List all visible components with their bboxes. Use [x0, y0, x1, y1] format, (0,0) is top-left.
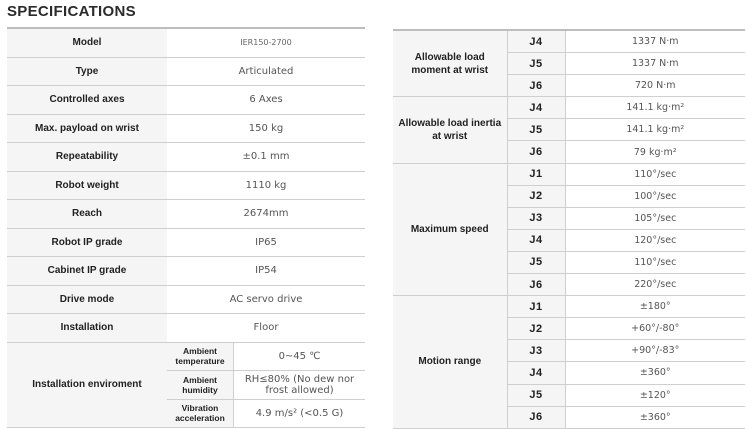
joint-value: +60°/-80° — [565, 318, 745, 340]
spec-value: 2674mm — [167, 200, 365, 229]
joint-value: 720 N·m — [565, 75, 745, 97]
spec-value: 1110 kg — [167, 171, 365, 200]
spec-value: IER150-2700 — [167, 28, 365, 57]
joint-value: ±180° — [565, 296, 745, 318]
right-spec-table — [393, 29, 745, 429]
spec-value: Articulated — [167, 57, 365, 86]
joint-value: 1337 N·m — [565, 53, 745, 75]
joint-value: 141.1 kg·m² — [565, 97, 745, 119]
joint-label: J1 — [507, 163, 565, 185]
spec-row — [7, 257, 365, 286]
spec-label: Drive mode — [7, 285, 167, 314]
joint-value: 100°/sec — [565, 185, 745, 207]
left-spec-table — [7, 27, 365, 428]
page-title: SPECIFICATIONS — [7, 3, 136, 20]
environment-row — [7, 342, 365, 371]
joint-row — [393, 296, 745, 318]
joint-row — [393, 163, 745, 185]
joint-label: J6 — [507, 274, 565, 296]
spec-label: Robot IP grade — [7, 228, 167, 257]
environment-cell — [167, 342, 365, 371]
joint-value: ±360° — [565, 406, 745, 428]
joint-label: J6 — [507, 406, 565, 428]
joint-label: J5 — [507, 119, 565, 141]
spec-value: ±0.1 mm — [167, 143, 365, 172]
environment-sub-label: Vibration acceleration — [167, 400, 234, 428]
joint-label: J3 — [507, 340, 565, 362]
spec-label: Model — [7, 28, 167, 57]
spec-label: Max. payload on wrist — [7, 114, 167, 143]
spec-label: Cabinet IP grade — [7, 257, 167, 286]
joint-value: ±120° — [565, 384, 745, 406]
spec-row — [7, 28, 365, 57]
group-label: Motion range — [393, 296, 507, 429]
joint-value: 1337 N·m — [565, 30, 745, 53]
spec-label: Installation — [7, 314, 167, 343]
joint-label: J4 — [507, 30, 565, 53]
joint-label: J2 — [507, 318, 565, 340]
environment-cell — [167, 399, 365, 428]
joint-label: J5 — [507, 251, 565, 273]
group-label: Maximum speed — [393, 163, 507, 296]
joint-value: 220°/sec — [565, 274, 745, 296]
spec-label: Robot weight — [7, 171, 167, 200]
spec-row — [7, 114, 365, 143]
joint-value: 141.1 kg·m² — [565, 119, 745, 141]
spec-row — [7, 57, 365, 86]
joint-label: J2 — [507, 185, 565, 207]
environment-value: 4.9 m/s² (<0.5 G) — [255, 407, 344, 419]
environment-value: 0~45 ℃ — [278, 350, 321, 362]
joint-value: 110°/sec — [565, 251, 745, 273]
spec-value: IP54 — [167, 257, 365, 286]
joint-label: J1 — [507, 296, 565, 318]
spec-row — [7, 171, 365, 200]
joint-value: +90°/-83° — [565, 340, 745, 362]
spec-value: AC servo drive — [167, 285, 365, 314]
spec-row — [7, 314, 365, 343]
spec-value: IP65 — [167, 228, 365, 257]
spec-row — [7, 200, 365, 229]
spec-row — [7, 285, 365, 314]
spec-label: Type — [7, 57, 167, 86]
joint-value: 110°/sec — [565, 163, 745, 185]
joint-label: J3 — [507, 207, 565, 229]
joint-label: J5 — [507, 53, 565, 75]
spec-value: 150 kg — [167, 114, 365, 143]
group-label: Allowable load inertia at wrist — [393, 97, 507, 163]
joint-label: J6 — [507, 75, 565, 97]
spec-row — [7, 228, 365, 257]
group-label: Allowable load moment at wrist — [393, 30, 507, 97]
joint-value: 105°/sec — [565, 207, 745, 229]
environment-sub-label: Ambient humidity — [167, 371, 234, 399]
joint-label: J4 — [507, 97, 565, 119]
spec-row — [7, 86, 365, 115]
spec-value: Floor — [167, 314, 365, 343]
environment-group-label: Installation enviroment — [7, 342, 167, 428]
joint-value: 120°/sec — [565, 229, 745, 251]
joint-row — [393, 97, 745, 119]
joint-value: 79 kg·m² — [565, 141, 745, 163]
environment-sub-label: Ambient temperature — [167, 343, 234, 371]
joint-label: J4 — [507, 229, 565, 251]
joint-label: J6 — [507, 141, 565, 163]
spec-value: 6 Axes — [167, 86, 365, 115]
spec-label: Reach — [7, 200, 167, 229]
joint-value: ±360° — [565, 362, 745, 384]
joint-label: J5 — [507, 384, 565, 406]
spec-row — [7, 143, 365, 172]
spec-label: Repeatability — [7, 143, 167, 172]
environment-cell — [167, 371, 365, 400]
joint-row — [393, 30, 745, 53]
environment-value: RH≤80% (No dew nor frost allowed) — [244, 373, 355, 396]
spec-label: Controlled axes — [7, 86, 167, 115]
joint-label: J4 — [507, 362, 565, 384]
